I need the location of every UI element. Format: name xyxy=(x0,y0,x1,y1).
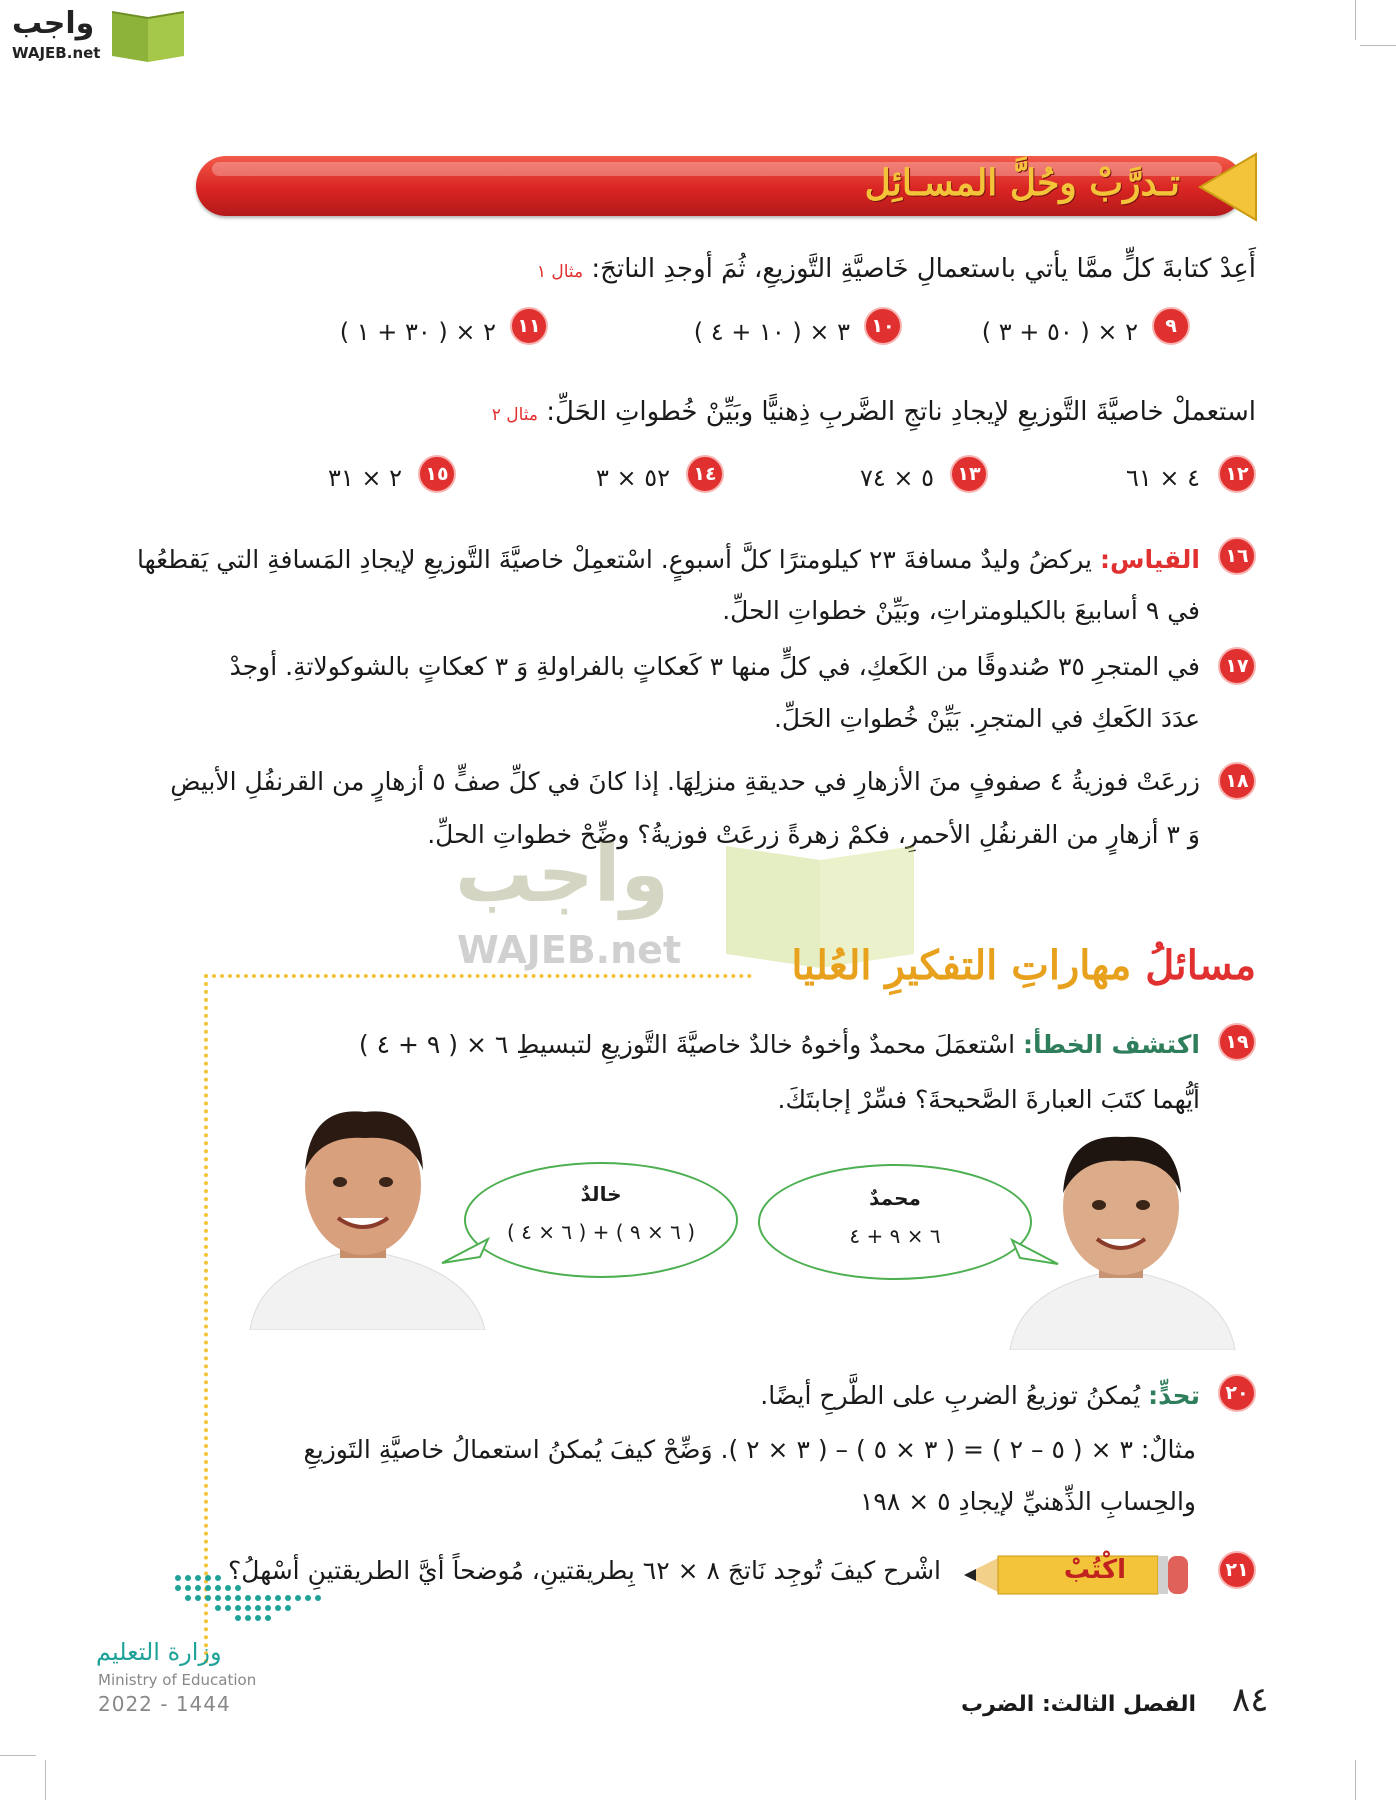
question-number-11: ١١ xyxy=(510,307,548,345)
khaled-name: خالدٌ xyxy=(580,1182,622,1206)
watermark-arabic: واجب xyxy=(455,830,670,920)
q17-line1: في المتجرِ ٣٥ صُندوقًا من الكَعكِ، في كلٍّ منها ٣ كَعكاتٍ بالفراولةِ وَ ٣ كعكاتٍ بالشوكولاتةِ. أوجدْ xyxy=(229,652,1200,681)
question-number-18: ١٨ xyxy=(1218,762,1256,800)
exercise-12: ٤ × ٦١ xyxy=(1125,464,1200,492)
exercise-14: ٥٢ × ٣ xyxy=(595,464,670,492)
exercise-15: ٢ × ٣١ xyxy=(327,464,402,492)
q16-label: القياس: xyxy=(1099,545,1200,574)
footer-chapter xyxy=(961,1692,1196,1717)
q16-line1: القياس: يركضُ وليدٌ مسافةَ ٢٣ كيلومترًا كلَّ أسبوعٍ. اسْتعمِلْ خاصيَّةَ التَّوزيعِ لإيجادِ المَسافةِ التي يَقطعُها xyxy=(137,545,1200,574)
ministry-logo-icon xyxy=(170,1568,330,1624)
crop-mark xyxy=(1355,0,1356,40)
section-header-title: تـدرَّبْ وحُلَّ المسـائِل xyxy=(864,162,1180,204)
question-number-19: ١٩ xyxy=(1218,1023,1256,1061)
q20-line2: مثالٌ: ٣ × ( ٥ – ٢ ) = ( ٣ × ٥ ) – ( ٣ × ٢ ). وَضِّحْ كيفَ يُمكنُ استعمالُ خاصيَّةِ التَوزيعِ xyxy=(303,1435,1196,1464)
mohammed-expression: ٦ × ٩ + ٤ xyxy=(849,1224,941,1248)
q19-line1: اكتشف الخطأ: اسْتعمَلَ محمدٌ وأخوهُ خالدٌ خاصيَّةَ التَّوزيعِ لتبسيطِ ٦ × ( ٩ + ٤ ) xyxy=(358,1030,1200,1059)
question-number-17: ١٧ xyxy=(1218,647,1256,685)
bubble-tail xyxy=(440,1235,490,1265)
khaled-speech-bubble xyxy=(464,1162,738,1278)
part2-instruction: استعملْ خاصيَّةَ التَّوزيعِ لإيجادِ ناتجِ الضَّربِ ذِهنيًّا وبَيِّنْ خُطواتِ الحَلِّ: مثال ٢ xyxy=(491,397,1256,427)
question-number-15: ١٥ xyxy=(418,455,456,493)
q18-line2: وَ ٣ أزهارٍ من القرنفُلِ الأحمرِ، فكمْ زهرةً زرعَتْ فوزيةُ؟ وضِّحْ خطواتِ الحلِّ. xyxy=(427,820,1200,849)
hots-title-rest: مهاراتِ التفكيرِ العُليا xyxy=(791,942,1132,989)
question-number-13: ١٣ xyxy=(950,455,988,493)
q20-label: تحدٍّ: xyxy=(1148,1381,1200,1410)
q16-line2: في ٩ أسابيعَ بالكيلومتراتِ، وبَيِّنْ خطواتِ الحلِّ. xyxy=(722,596,1200,625)
exercise-13: ٥ × ٧٤ xyxy=(859,464,934,492)
footer-chapter-label: الفصل الثالث: xyxy=(1042,1692,1196,1717)
q20-line3: والحِسابِ الذِّهنيِّ لإيجادِ ٥ × ١٩٨ xyxy=(859,1487,1196,1516)
watermark-latin: WAJEB.net xyxy=(457,928,682,972)
q19-line2: أيُّهما كتَبَ العبارةَ الصَّحيحةَ؟ فسِّرْ إجابتَكَ. xyxy=(777,1085,1200,1114)
q20-line1: تحدٍّ: يُمكنُ توزيعُ الضربِ على الطَّرحِ أيضًا. xyxy=(760,1381,1200,1410)
book-icon xyxy=(108,6,188,64)
ministry-arabic: وزارة التعليم xyxy=(96,1638,222,1666)
hots-dotted-line xyxy=(204,974,208,1664)
question-number-20: ٢٠ xyxy=(1218,1374,1256,1412)
part1-instruction: أَعِدْ كتابةَ كلٍّ ممَّا يأتي باستعمالِ خَاصيَّةِ التَّوزيعِ، ثُمَ أوجدِ الناتجَ: مثال ١ xyxy=(536,254,1256,284)
footer-topic: الضرب xyxy=(961,1692,1035,1717)
mohammed-speech-bubble xyxy=(758,1164,1032,1280)
hots-title-first: مسائلُ xyxy=(1145,942,1256,989)
logo-latin: WAJEB.net xyxy=(12,44,101,62)
crop-mark xyxy=(45,1760,46,1800)
header-arrow-icon xyxy=(1198,152,1258,222)
hots-dotted-line xyxy=(204,974,752,978)
pencil-label: اكْتُبْ xyxy=(1063,1555,1127,1585)
exercise-11: ٢ × ( ٣٠ + ١ ) xyxy=(339,318,496,346)
part1-ref: مثال ١ xyxy=(536,262,584,282)
question-number-10: ١٠ xyxy=(864,307,902,345)
wajeb-logo[interactable] xyxy=(8,6,188,66)
hots-title xyxy=(791,942,1256,989)
question-number-9: ٩ xyxy=(1152,307,1190,345)
crop-mark xyxy=(1355,1760,1356,1800)
logo-arabic: واجب xyxy=(12,6,95,41)
exercise-10: ٣ × ( ١٠ + ٤ ) xyxy=(693,318,850,346)
q21-text: اشْرح كيفَ تُوجِد نَاتجَ ٨ × ٦٢ بِطريقتينِ، مُوضحاً أيَّ الطريقتينِ أسْهلُ؟ xyxy=(228,1556,941,1585)
mohammed-name: محمدٌ xyxy=(869,1186,921,1210)
question-number-12: ١٢ xyxy=(1218,455,1256,493)
question-number-21: ٢١ xyxy=(1218,1551,1256,1589)
crop-mark xyxy=(1360,45,1396,46)
ministry-year: 2022 - 1444 xyxy=(98,1692,231,1716)
question-number-16: ١٦ xyxy=(1218,537,1256,575)
ministry-english: Ministry of Education xyxy=(98,1671,257,1689)
q18-line1: زرعَتْ فوزيةُ ٤ صفوفٍ منَ الأزهارِ في حديقةِ منزلِهَا. إذا كانَ في كلِّ صفٍّ ٥ أزهارٍ من القرنفُلِ الأبيضِ xyxy=(170,767,1200,796)
q17-line2: عدَدَ الكَعكِ في المتجرِ. بَيِّنْ خُطواتِ الحَلِّ. xyxy=(773,704,1200,733)
page-number: ٨٤ xyxy=(1232,1680,1269,1720)
khaled-avatar xyxy=(240,1100,490,1330)
bubble-tail xyxy=(1010,1236,1060,1266)
part2-ref: مثال ٢ xyxy=(491,405,539,425)
q19-label: اكتشف الخطأ: xyxy=(1023,1030,1200,1059)
khaled-expression: ( ٦ × ٩ ) + ( ٦ × ٤ ) xyxy=(506,1220,696,1244)
exercise-9: ٢ × ( ٥٠ + ٣ ) xyxy=(981,318,1138,346)
crop-mark xyxy=(0,1755,36,1756)
question-number-14: ١٤ xyxy=(686,455,724,493)
